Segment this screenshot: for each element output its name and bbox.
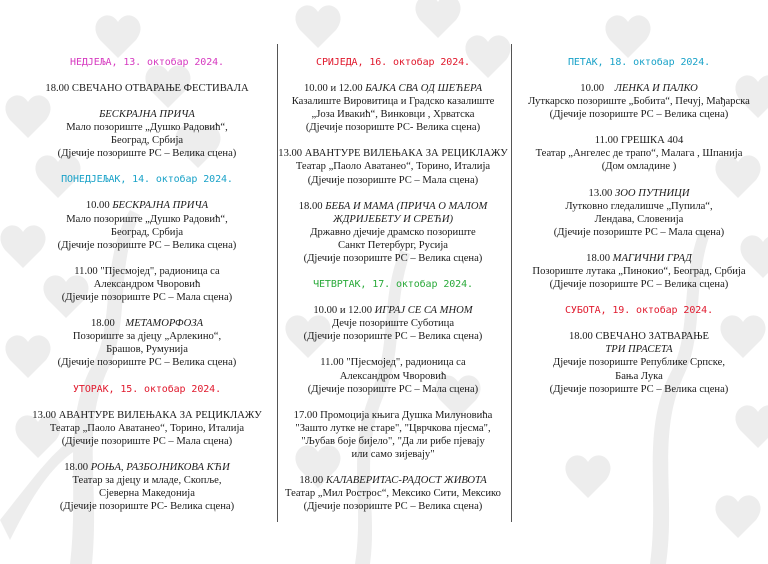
event-line: 11.00 ГРЕШКА 404 xyxy=(594,135,684,147)
day-header-tuesday: УТОРАК, 15. октобар 2024. xyxy=(72,383,221,395)
show-title: ЛЕНКА И ПАЛКО xyxy=(614,83,698,94)
event-venue: Луткарско позориште „Бобита“, Печуј, Мађарска xyxy=(528,96,750,108)
day-header-monday: ПОНЕДЈЕЉАК, 14. октобар 2024. xyxy=(61,174,233,186)
event-venue: Театар „Ангелес де трапо“, Малага , Шпанија xyxy=(535,148,743,160)
show-title: МЕТАМОРФОЗА xyxy=(125,318,204,330)
event-location: Бања Лука xyxy=(615,370,663,382)
event-time: 10.00 xyxy=(85,200,110,212)
event-time: 10.00 и 12.00 xyxy=(303,83,363,94)
event-venue: Мало позориште „Душко Радовић“, xyxy=(66,213,228,225)
show-title: КАЛАВЕРИТАС-РАДОСТ ЖИВОТА xyxy=(325,475,487,487)
event-location: Сјеверна Македонија xyxy=(99,487,195,499)
show-title: РОЊА, РАЗБОЈНИКОВА КЋИ xyxy=(90,461,230,473)
day-header-friday: ПЕТАК, 18. октобар 2024. xyxy=(567,57,711,68)
event-line xyxy=(268,200,518,213)
event-stage: (Дјечије позориште РС – Мала сцена) xyxy=(307,174,479,186)
event-time: 18.00 xyxy=(299,475,324,487)
event-host: Александром Чворовић xyxy=(339,370,447,382)
book-titles: или само зијевају" xyxy=(351,448,435,460)
event-venue: Театар „Паоло Аватанео“, Торино, Италија xyxy=(295,161,491,173)
event-stage: (Дјечије позориште РС – Велика сцена) xyxy=(57,357,237,369)
event-venue: Театар „Мил Рострос“, Мексико Сити, Мексико xyxy=(285,488,501,500)
event-line xyxy=(268,82,518,95)
schedule-column-3 xyxy=(514,56,764,396)
show-title: ЗОО ПУТНИЦИ xyxy=(615,187,690,199)
event-stage: (Дјечије позориште РС – Мала сцена) xyxy=(307,383,479,395)
event-location: Београд, Србија xyxy=(110,226,184,238)
event-venue: Театар за дјецу и младе, Скопље, xyxy=(72,474,222,486)
event-venue: Државно дјечије драмско позориште xyxy=(310,226,476,238)
event-stage: (Дјечије позориште РС – Мала сцена) xyxy=(553,226,725,238)
event-time: 13.00 xyxy=(588,187,613,199)
event-line xyxy=(22,317,272,330)
book-titles: "Љубав боје бијело", "Да ли рибе пјевају xyxy=(301,435,485,447)
event-stage: (Дјечије позориште РС- Велика сцена) xyxy=(305,122,481,134)
show-title: БЕБА И МАМА (ПРИЧА О МАЛОМ xyxy=(325,200,488,212)
event-stage: (Дјечије позориште РС – Велика сцена) xyxy=(549,383,729,395)
event-line: 13.00 АВАНТУРЕ ВИЛЕЊАКА ЗА РЕЦИКЛАЖУ xyxy=(278,148,508,160)
show-title: БЕСКРАЈНА ПРИЧА xyxy=(99,109,195,121)
event-line xyxy=(22,461,272,474)
event-stage: (Дјечије позориште РС – Велика сцена) xyxy=(303,331,483,343)
event-workshop: 11.00 "Пјесмојед", радионица са xyxy=(74,265,220,277)
event-stage: (Дјечије позориште РС – Мала сцена) xyxy=(61,292,233,304)
event-stage: (Дјечије позориште РС – Велика сцена) xyxy=(549,279,729,291)
event-line xyxy=(22,199,272,212)
event-location: Београд, Србија xyxy=(110,135,184,147)
event-book-promotion: 17.00 Промоција књига Душка Милуновића xyxy=(293,409,493,421)
event-stage: (Дјечије позориште РС – Велика сцена) xyxy=(303,501,483,513)
event-venue: Театар „Паоло Аватанео“, Торино, Италија xyxy=(49,422,245,434)
event-time: 10.00 xyxy=(580,83,605,94)
event-line xyxy=(514,82,764,95)
event-venue: Позориште лутака „Пинокио“, Београд, Србија xyxy=(532,266,746,278)
event-venue: Казалиште Вировитица и Градско казалиште xyxy=(291,96,495,108)
day-header-thursday: ЧЕТВРТАК, 17. октобар 2024. xyxy=(313,279,473,291)
schedule-column-2 xyxy=(268,56,518,513)
event-line xyxy=(268,474,518,487)
event-line: 13.00 АВАНТУРЕ ВИЛЕЊАКА ЗА РЕЦИКЛАЖУ xyxy=(32,409,262,421)
event-stage: (Дјечије позориште РС- Велика сцена) xyxy=(59,501,235,513)
event-line xyxy=(514,252,764,265)
show-title: ТРИ ПРАСЕТА xyxy=(605,344,673,356)
event-stage: (Дјечије позориште РС – Велика сцена) xyxy=(57,148,237,160)
event-stage: (Дјечије позориште РС – Велика сцена) xyxy=(549,109,729,121)
day-header-sunday: НЕДЈЕЉА, 13. октобар 2024. xyxy=(70,57,224,68)
event-venue: Мало позориште „Душко Радовић“, xyxy=(66,122,228,134)
event-stage: (Дјечије позориште РС – Велика сцена) xyxy=(57,239,237,251)
event-location: Брашов, Румунија xyxy=(106,344,188,356)
event-time: 18.00 xyxy=(298,200,323,212)
event-stage: (Дјечије позориште РС – Велика сцена) xyxy=(303,253,483,265)
event-time: 10.00 и 12.00 xyxy=(313,305,372,317)
event-stage: (Дом омладине ) xyxy=(601,161,677,173)
show-title-cont: ЖДРИЈЕБЕТУ И СРЕЋИ) xyxy=(332,213,454,225)
event-venue: Позориште за дјецу „Арлекино“, xyxy=(72,331,222,343)
day-header-wednesday: СРИЈЕДА, 16. октобар 2024. xyxy=(316,57,470,68)
event-stage: (Дјечије позориште РС – Мала сцена) xyxy=(61,435,233,447)
show-title: БЕСКРАЈНА ПРИЧА xyxy=(112,200,209,212)
event-location: „Јоза Ивакић“, Винковци , Хрватска xyxy=(311,109,475,121)
event-location: Санкт Петербург, Русија xyxy=(338,239,448,251)
event-line xyxy=(268,304,518,317)
event-time: 18.00 xyxy=(64,461,89,473)
event-location: Лендава, Словенија xyxy=(594,213,684,225)
show-title: БАЈКА СВА ОД ШЕЋЕРА xyxy=(365,83,483,94)
event-festival-closing: 18.00 СВЕЧАНО ЗАТВАРАЊЕ xyxy=(568,331,709,343)
day-header-saturday: СУБОТА, 19. октобар 2024. xyxy=(564,305,713,317)
event-workshop: 11.00 "Пјесмојед", радионица са xyxy=(320,357,466,369)
event-venue: Дјечије позориште Републике Српске, xyxy=(553,357,725,369)
schedule-column-1 xyxy=(22,56,272,513)
event-line xyxy=(514,187,764,200)
event-festival-opening: 18.00 СВЕЧАНО ОТВАРАЊЕ ФЕСТИВАЛА xyxy=(45,83,249,94)
show-title: ИГРАЈ СЕ СА МНОМ xyxy=(374,305,473,317)
event-venue: Лутковно гледалишче „Пупила“, xyxy=(565,200,713,212)
event-host: Александром Чворовић xyxy=(93,278,201,290)
event-time: 18.00 xyxy=(90,318,115,330)
event-time: 18.00 xyxy=(586,252,611,264)
event-venue: Дечје позориште Суботица xyxy=(331,318,455,330)
show-title: МАГИЧНИ ГРАД xyxy=(612,252,692,264)
book-titles: "Зашто лутке не старе", "Цврчкова пјесма", xyxy=(295,422,491,434)
